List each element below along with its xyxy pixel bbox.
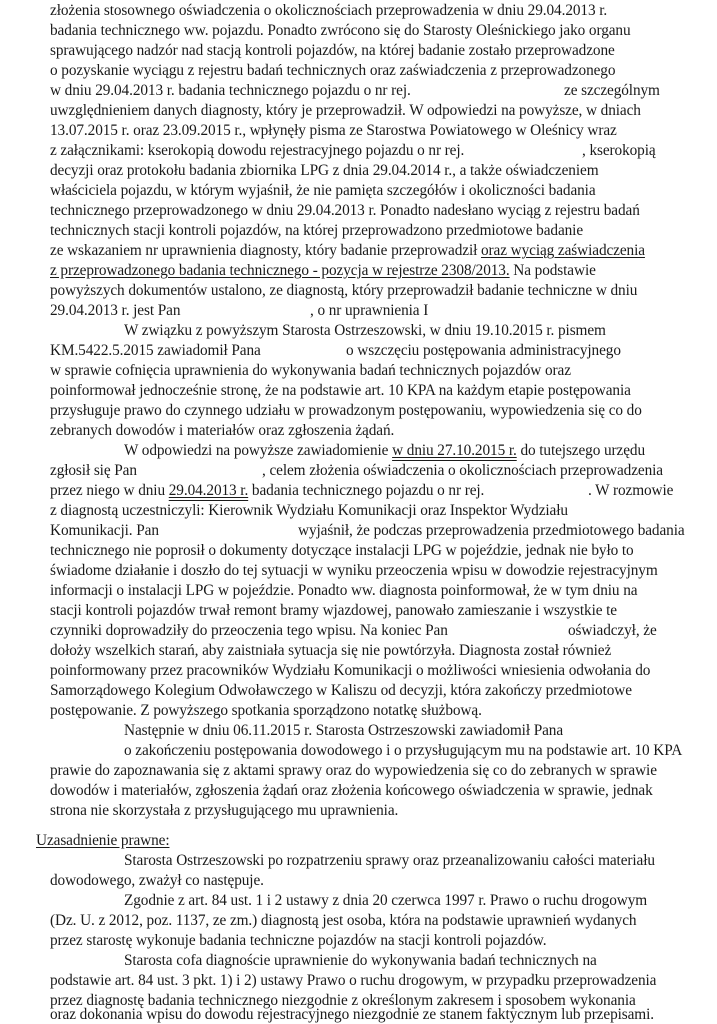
text-line: Samorządowego Kolegium Odwoławczego w Kaliszu od decyzji, która zakończy przedmiotowe [50, 682, 632, 699]
text-line: o pozyskanie wyciągu z rejestru badań technicznych oraz zaświadczenia z przeprowadzonego [50, 62, 616, 79]
text-line: technicznego nie poprosił o dokumenty dotyczące instalacji LPG w pojeździe, jednak nie było to [50, 542, 634, 559]
text-line: przez niego w dniu 29.04.2013 r. badania technicznego pojazdu o nr rej. [50, 482, 485, 499]
text-line: 13.07.2015 r. oraz 23.09.2015 r., wpłynęły pisma ze Starostwa Powiatowego w Oleśnicy wraz [50, 122, 617, 139]
text-line: w dniu 29.04.2013 r. badania technicznego pojazdu o nr rej. [50, 82, 411, 99]
text-line: badania technicznego ww. pojazdu. Ponadto zwrócono się do Starosty Oleśnickiego jako organu [50, 22, 631, 39]
text-line: czynniki doprowadziły do przeoczenia tego wpisu. Na koniec Pan [50, 622, 448, 639]
text-line: W odpowiedzi na powyższe zawiadomienie w dniu 27.10.2015 r. do tutejszego urzędu [124, 442, 646, 459]
text-line: Starosta cofa diagnoście uprawnienie do wykonywania badań technicznych na [124, 952, 597, 969]
text-line: złożenia stosownego oświadczenia o okolicznościach przeprowadzenia w dniu 29.04.2013 r. [50, 2, 608, 19]
text-line: Starosta Ostrzeszowski po rozpatrzeniu sprawy oraz przeanalizowaniu całości materiału [124, 852, 655, 869]
underlined-text: w dniu 27.10.2015 r. [392, 442, 517, 459]
underlined-text: oraz wyciąg zaświadczenia [480, 242, 645, 259]
text-line: dowodów i materiałów, zgłoszenia żądań oraz złożenia końcowego oświadczenia w sprawie, jednak [50, 782, 653, 799]
text-line: Następnie w dniu 06.11.2015 r. Starosta Ostrzeszowski zawiadomił Pana [124, 722, 564, 739]
text-line: świadome działanie i doszło do tej sytuacji w wyniku przeoczenia wpisu w dowodzie rejestracyjnym [50, 562, 658, 579]
text-line: (Dz. U. z 2012, poz. 1137, ze zm.) diagnostą jest osoba, która na podstawie uprawnień wydanych [50, 912, 637, 929]
text-line: oświadczył, że [568, 622, 657, 639]
text-line: dołoży wszelkich starań, aby zaistniała sytuacja się nie powtórzyła. Diagnosta został również [50, 642, 612, 659]
text-line: Zgodnie z art. 84 ust. 1 i 2 ustawy z dnia 20 czerwca 1997 r. Prawo o ruchu drogowym [124, 892, 648, 909]
text-line: Komunikacji. Pan [50, 522, 159, 539]
text-line: informacji o instalacji LPG w pojeździe. Ponadto ww. diagnosta poinformował, że w tym dniu na [50, 582, 638, 599]
text-line: zebranych dowodów i materiałów oraz zgłoszenia żądań. [50, 422, 395, 439]
text-line: z załącznikami: kserokopią dowodu rejestracyjnego pojazdu o nr rej. [50, 142, 465, 159]
text-line: , celem złożenia oświadczenia o okolicznościach przeprowadzenia [262, 462, 663, 479]
text-line: ze szczególnym [564, 82, 660, 99]
text-line: strona nie skorzystała z przysługującego mu uprawnienia. [50, 802, 399, 819]
text-line: KM.5422.5.2015 zawiadomił Pana [50, 342, 261, 359]
text-line: wyjaśnił, że podczas przeprowadzenia przedmiotowego badania [298, 522, 685, 539]
text-line: dowodowego, zważył co następuje. [50, 872, 264, 889]
text-line: z przeprowadzonego badania technicznego - pozycja w rejestrze 2308/2013. Na podstawie [50, 262, 596, 279]
text-line: o wszczęciu postępowania administracyjnego [346, 342, 621, 359]
text-line: prawie do zapoznawania się z aktami sprawy oraz do wypowiedzenia się co do zebranych w sprawie [50, 762, 657, 779]
text-line: oraz dokonania wpisu do dowodu rejestracyjnego niezgodnie ze stanem faktycznym lub przepisami. [50, 1006, 654, 1023]
text-line: . W rozmowie [588, 482, 674, 499]
text-line: uwzględnieniem danych diagnosty, który je przeprowadził. W odpowiedzi na powyższe, w dniach [50, 102, 641, 119]
text-line: ze wskazaniem nr uprawnienia diagnosty, który badanie przeprowadził oraz wyciąg zaświadczenia [50, 242, 645, 259]
text-line: W związku z powyższym Starosta Ostrzeszowski, w dniu 19.10.2015 r. pismem [124, 322, 606, 339]
text-line: sprawującego nadzór nad stacją kontroli pojazdów, na której badanie zostało przeprowadzone [50, 42, 615, 59]
text-line: technicznych stacji kontroli pojazdów, na której przeprowadzono przedmiotowe badanie [50, 222, 584, 239]
text-line: technicznego przeprowadzonego w dniu 29.04.2013 r. Ponadto nadesłano wyciąg z rejestru badań [50, 202, 640, 219]
text-line: zgłosił się Pan [50, 462, 137, 479]
text-line: 29.04.2013 r. jest Pan [50, 302, 181, 319]
text-line: stacji kontroli pojazdów trwał remont bramy wjazdowej, panowało zamieszanie i wszystkie te [50, 602, 618, 619]
text-line: o zakończeniu postępowania dowodowego i o przysługującym mu na podstawie art. 10 KPA [124, 742, 683, 759]
text-line: poinformowany przez pracowników Wydziału Komunikacji o możliwości wniesienia odwołania do [50, 662, 651, 679]
text-line: , o nr uprawnienia I [310, 302, 429, 319]
underlined-text: z przeprowadzonego badania technicznego - pozycja w rejestrze 2308/2013. [50, 262, 510, 279]
text-line: , kserokopią [582, 142, 656, 159]
text-line: decyzji oraz protokołu badania zbiornika LPG z dnia 29.04.2014 r., a także oświadczeniem [50, 162, 599, 179]
text-line: właściciela pojazdu, w którym wyjaśnił, że nie pamięta szczegółów i okoliczności badania [50, 182, 596, 199]
underlined-text: 29.04.2013 r. [168, 482, 249, 499]
text-line: w sprawie cofnięcia uprawnienia do wykonywania badań technicznych pojazdów oraz [50, 362, 571, 379]
text-line: powyższych dokumentów ustalono, ze diagnostą, który przeprowadził badanie techniczne w dniu [50, 282, 638, 299]
text-line: przez diagnostę badania technicznego niezgodnie z określonym zakresem i sposobem wykonania [50, 992, 636, 1009]
text-line: postępowanie. Z powyższego spotkania sporządzono notatkę służbową. [50, 702, 482, 719]
section-heading: Uzasadnienie prawne: [36, 832, 170, 849]
text-line: przez starostę wykonuje badania techniczne pojazdów na stacji kontroli pojazdów. [50, 932, 547, 949]
text-line: poinformował jednocześnie stronę, że na podstawie art. 10 KPA na każdym etapie postępowania [50, 382, 631, 399]
text-line: przysługuje prawo do czynnego udziału w prowadzonym postępowaniu, wypowiedzenia się co do [50, 402, 642, 419]
text-line: podstawie art. 84 ust. 3 pkt. 1) i 2) ustawy Prawo o ruchu drogowym, w przypadku przeprowadzenia [50, 972, 657, 989]
text-line: z diagnostą uczestniczyli: Kierownik Wydziału Komunikacji oraz Inspektor Wydziału [50, 502, 568, 519]
